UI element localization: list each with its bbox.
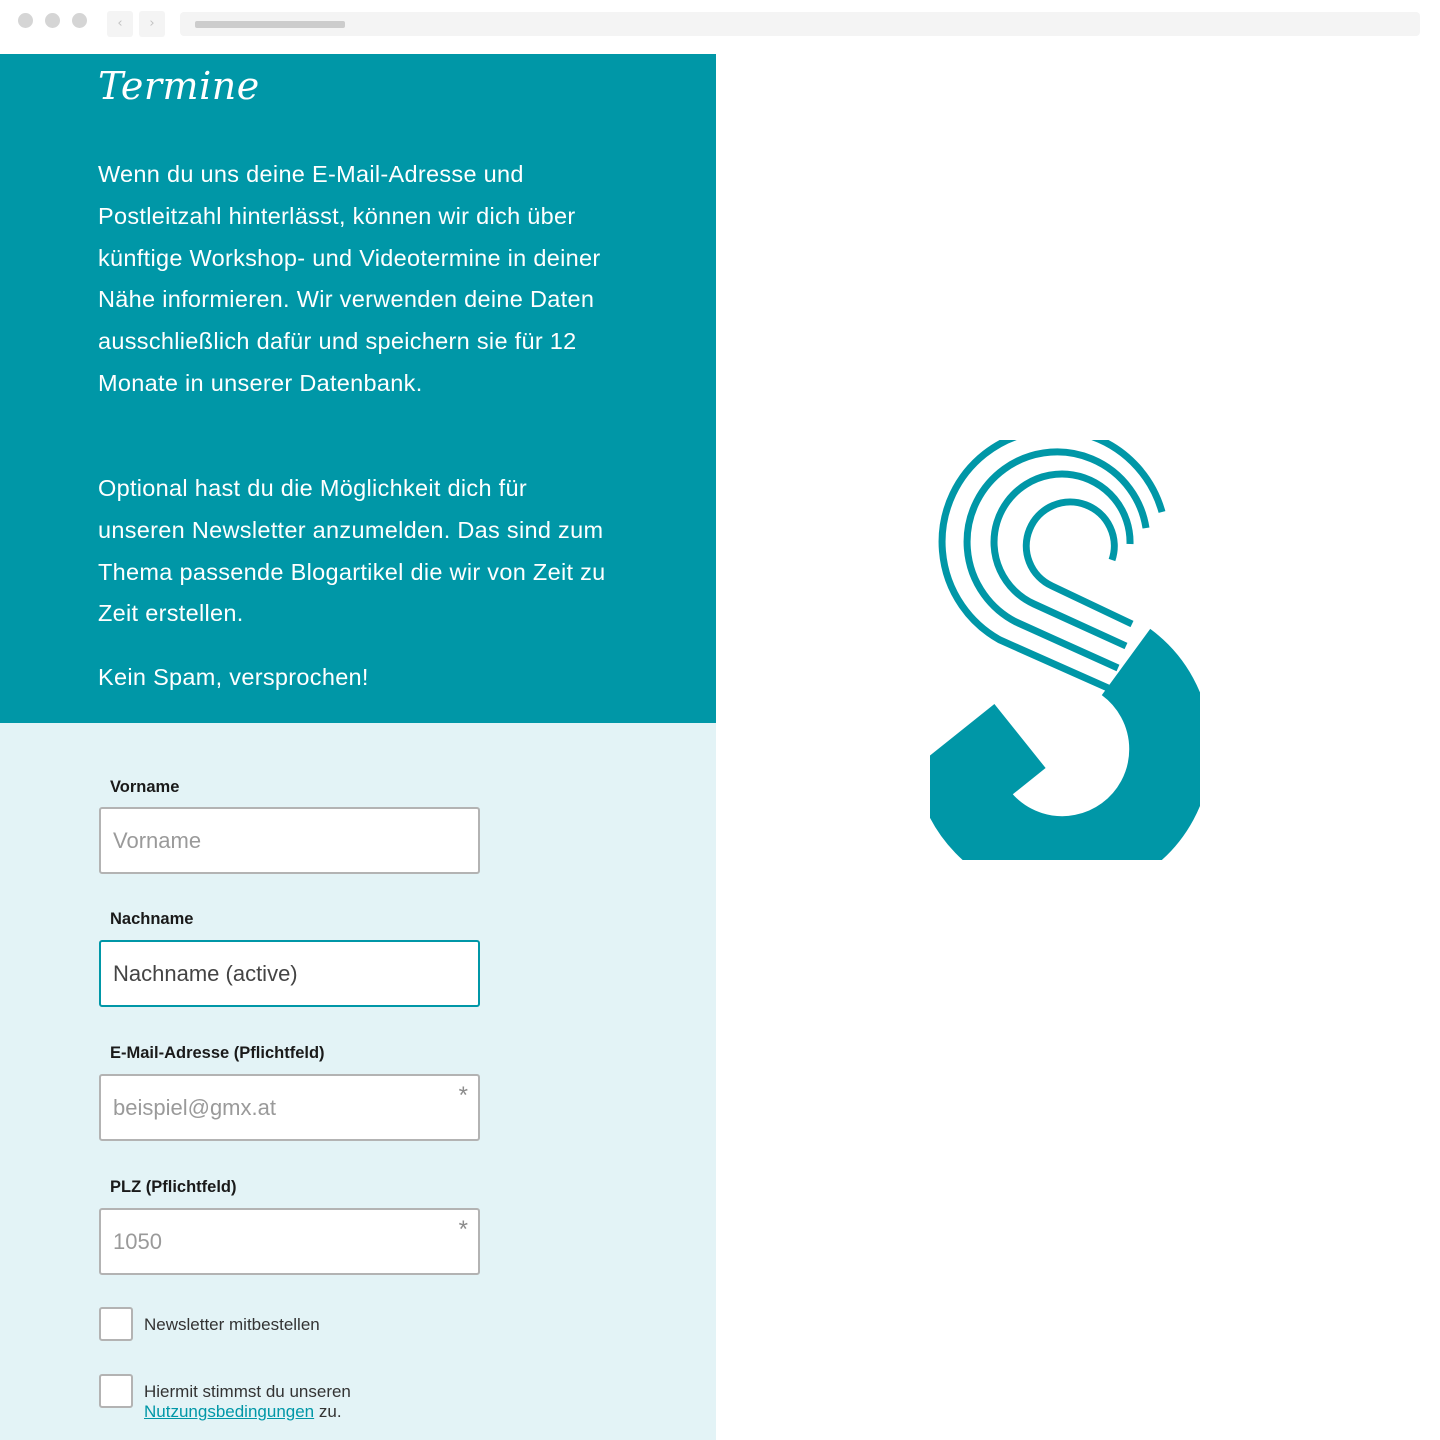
browser-chrome — [0, 0, 1440, 54]
window-minimize-dot[interactable] — [45, 13, 60, 28]
email-input[interactable] — [101, 1076, 478, 1139]
signup-form — [0, 723, 716, 1440]
last-name-field-box — [99, 940, 480, 1007]
newsletter-label: Newsletter mitbestellen — [144, 1315, 320, 1334]
plz-label: PLZ (Pflichtfeld) — [110, 1178, 237, 1196]
first-name-label: Vorname — [110, 778, 180, 796]
first-name-field-box — [99, 807, 480, 874]
info-paragraph-2: Optional hast du die Möglichkeit dich für unseren Newsletter anzumelden. Das sind zum Thema passende Blogartikel die wir von Zeit zu Zeit erstellen. — [98, 475, 606, 627]
terms-label-text: Hiermit stimmst du unseren — [144, 1382, 351, 1401]
info-panel — [0, 54, 716, 723]
back-button[interactable]: ‹ — [107, 11, 133, 37]
window-close-dot[interactable] — [18, 13, 33, 28]
last-name-input[interactable] — [101, 942, 478, 1005]
last-name-label: Nachname — [110, 910, 194, 928]
plz-input[interactable] — [101, 1210, 478, 1273]
url-placeholder — [195, 21, 345, 28]
info-paragraph-3: Kein Spam, versprochen! — [98, 664, 369, 690]
page-title: Termine — [98, 64, 260, 108]
terms-label — [144, 1382, 351, 1422]
newsletter-checkbox[interactable] — [99, 1307, 133, 1341]
window-maximize-dot[interactable] — [72, 13, 87, 28]
email-field-box — [99, 1074, 480, 1141]
terms-link[interactable]: Nutzungsbedingungen — [144, 1402, 315, 1421]
forward-button[interactable]: › — [139, 11, 165, 37]
email-label: E-Mail-Adresse (Pflichtfeld) — [110, 1044, 325, 1062]
plz-field-box — [99, 1208, 480, 1275]
info-paragraph-1: Wenn du uns deine E-Mail-Adresse und Postleitzahl hinterlässt, können wir dich über künftige Workshop- und Videotermine in deiner Nähe informieren. Wir verwenden deine Daten ausschließlich dafür und speichern sie für 12 Monate in unserer Datenbank. — [98, 161, 601, 396]
s-logo-icon — [930, 440, 1200, 860]
first-name-input[interactable] — [101, 809, 478, 872]
terms-label-suffix: zu. — [318, 1402, 342, 1421]
address-bar[interactable] — [180, 12, 1420, 36]
terms-checkbox[interactable] — [99, 1374, 133, 1408]
required-asterisk-icon: * — [458, 1216, 468, 1243]
required-asterisk-icon: * — [458, 1082, 468, 1109]
